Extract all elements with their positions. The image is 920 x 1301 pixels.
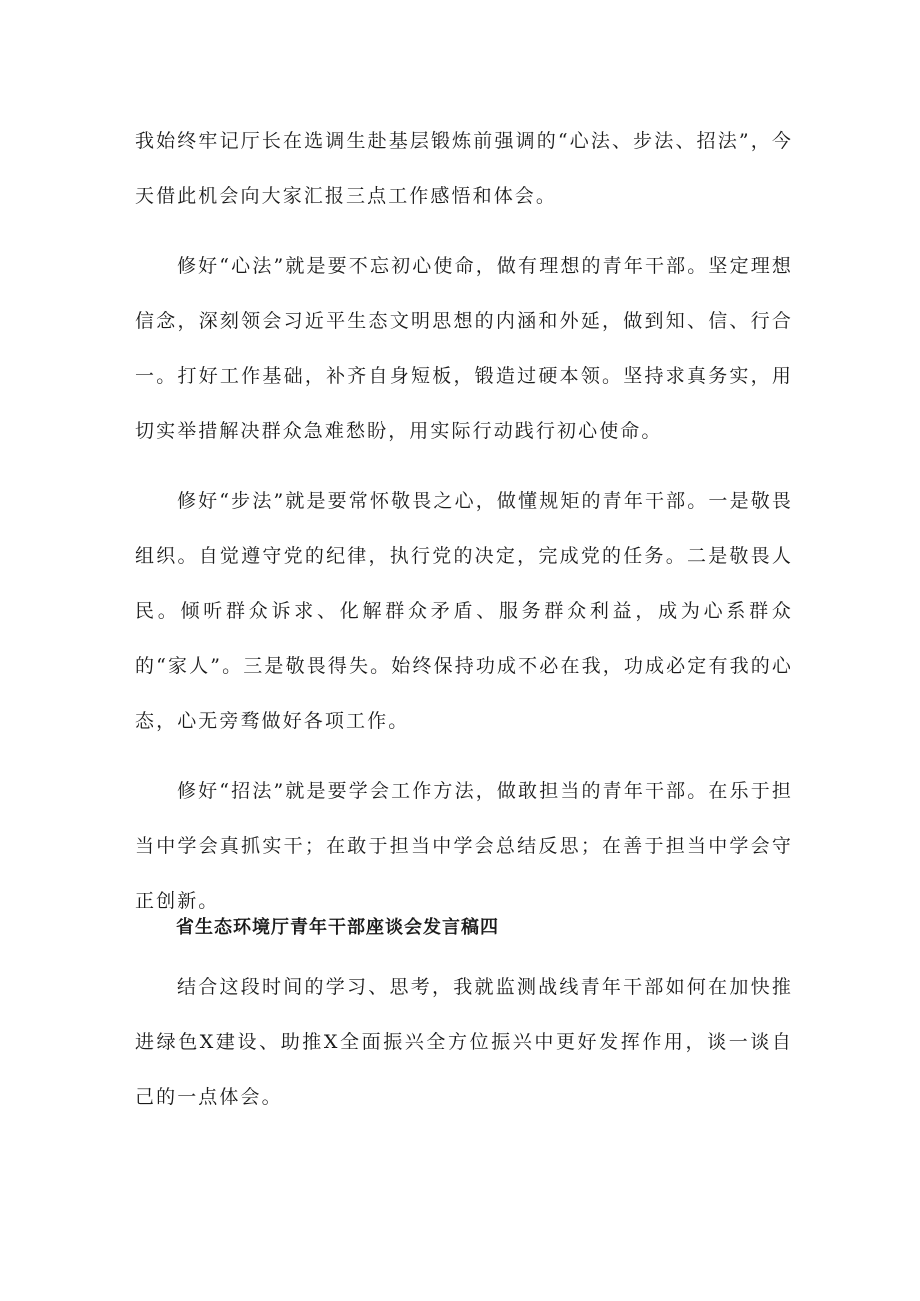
paragraph-step-method: 修好“步法”就是要常怀敬畏之心，做懂规矩的青年干部。一是敬畏组织。自觉遵守党的纪律，执行党的决定，完成党的任务。二是敬畏人民。倾听群众诉求、化解群众矛盾、服务群众利益，成为心系群众的“家人”。三是敬畏得失。始终保持功成不必在我，功成必定有我的心态，心无旁骛做好各项工作。 [135, 490, 793, 732]
paragraph-intro: 我始终牢记厅长在选调生赴基层锻炼前强调的“心法、步法、招法”，今天借此机会向大家汇报三点工作感悟和体会。 [135, 130, 793, 207]
paragraph-final: 结合这段时间的学习、思考，我就监测战线青年干部如何在加快推进绿色X建设、助推X全面振兴全方位振兴中更好发挥作用，谈一谈自己的一点体会。 [135, 976, 793, 1108]
section-heading: 省生态环境厅青年干部座谈会发言稿四 [176, 917, 499, 938]
paragraph-mind-method: 修好“心法”就是要不忘初心使命，做有理想的青年干部。坚定理想信念，深刻领会习近平生态文明思想的内涵和外延，做到知、信、行合一。打好工作基础，补齐自身短板，锻造过硬本领。坚持求真务实，用切实举措解决群众急难愁盼，用实际行动践行初心使命。 [135, 255, 793, 442]
paragraph-move-method: 修好“招法”就是要学会工作方法，做敢担当的青年干部。在乐于担当中学会真抓实干；在敢于担当中学会总结反思；在善于担当中学会守正创新。 [135, 780, 793, 912]
